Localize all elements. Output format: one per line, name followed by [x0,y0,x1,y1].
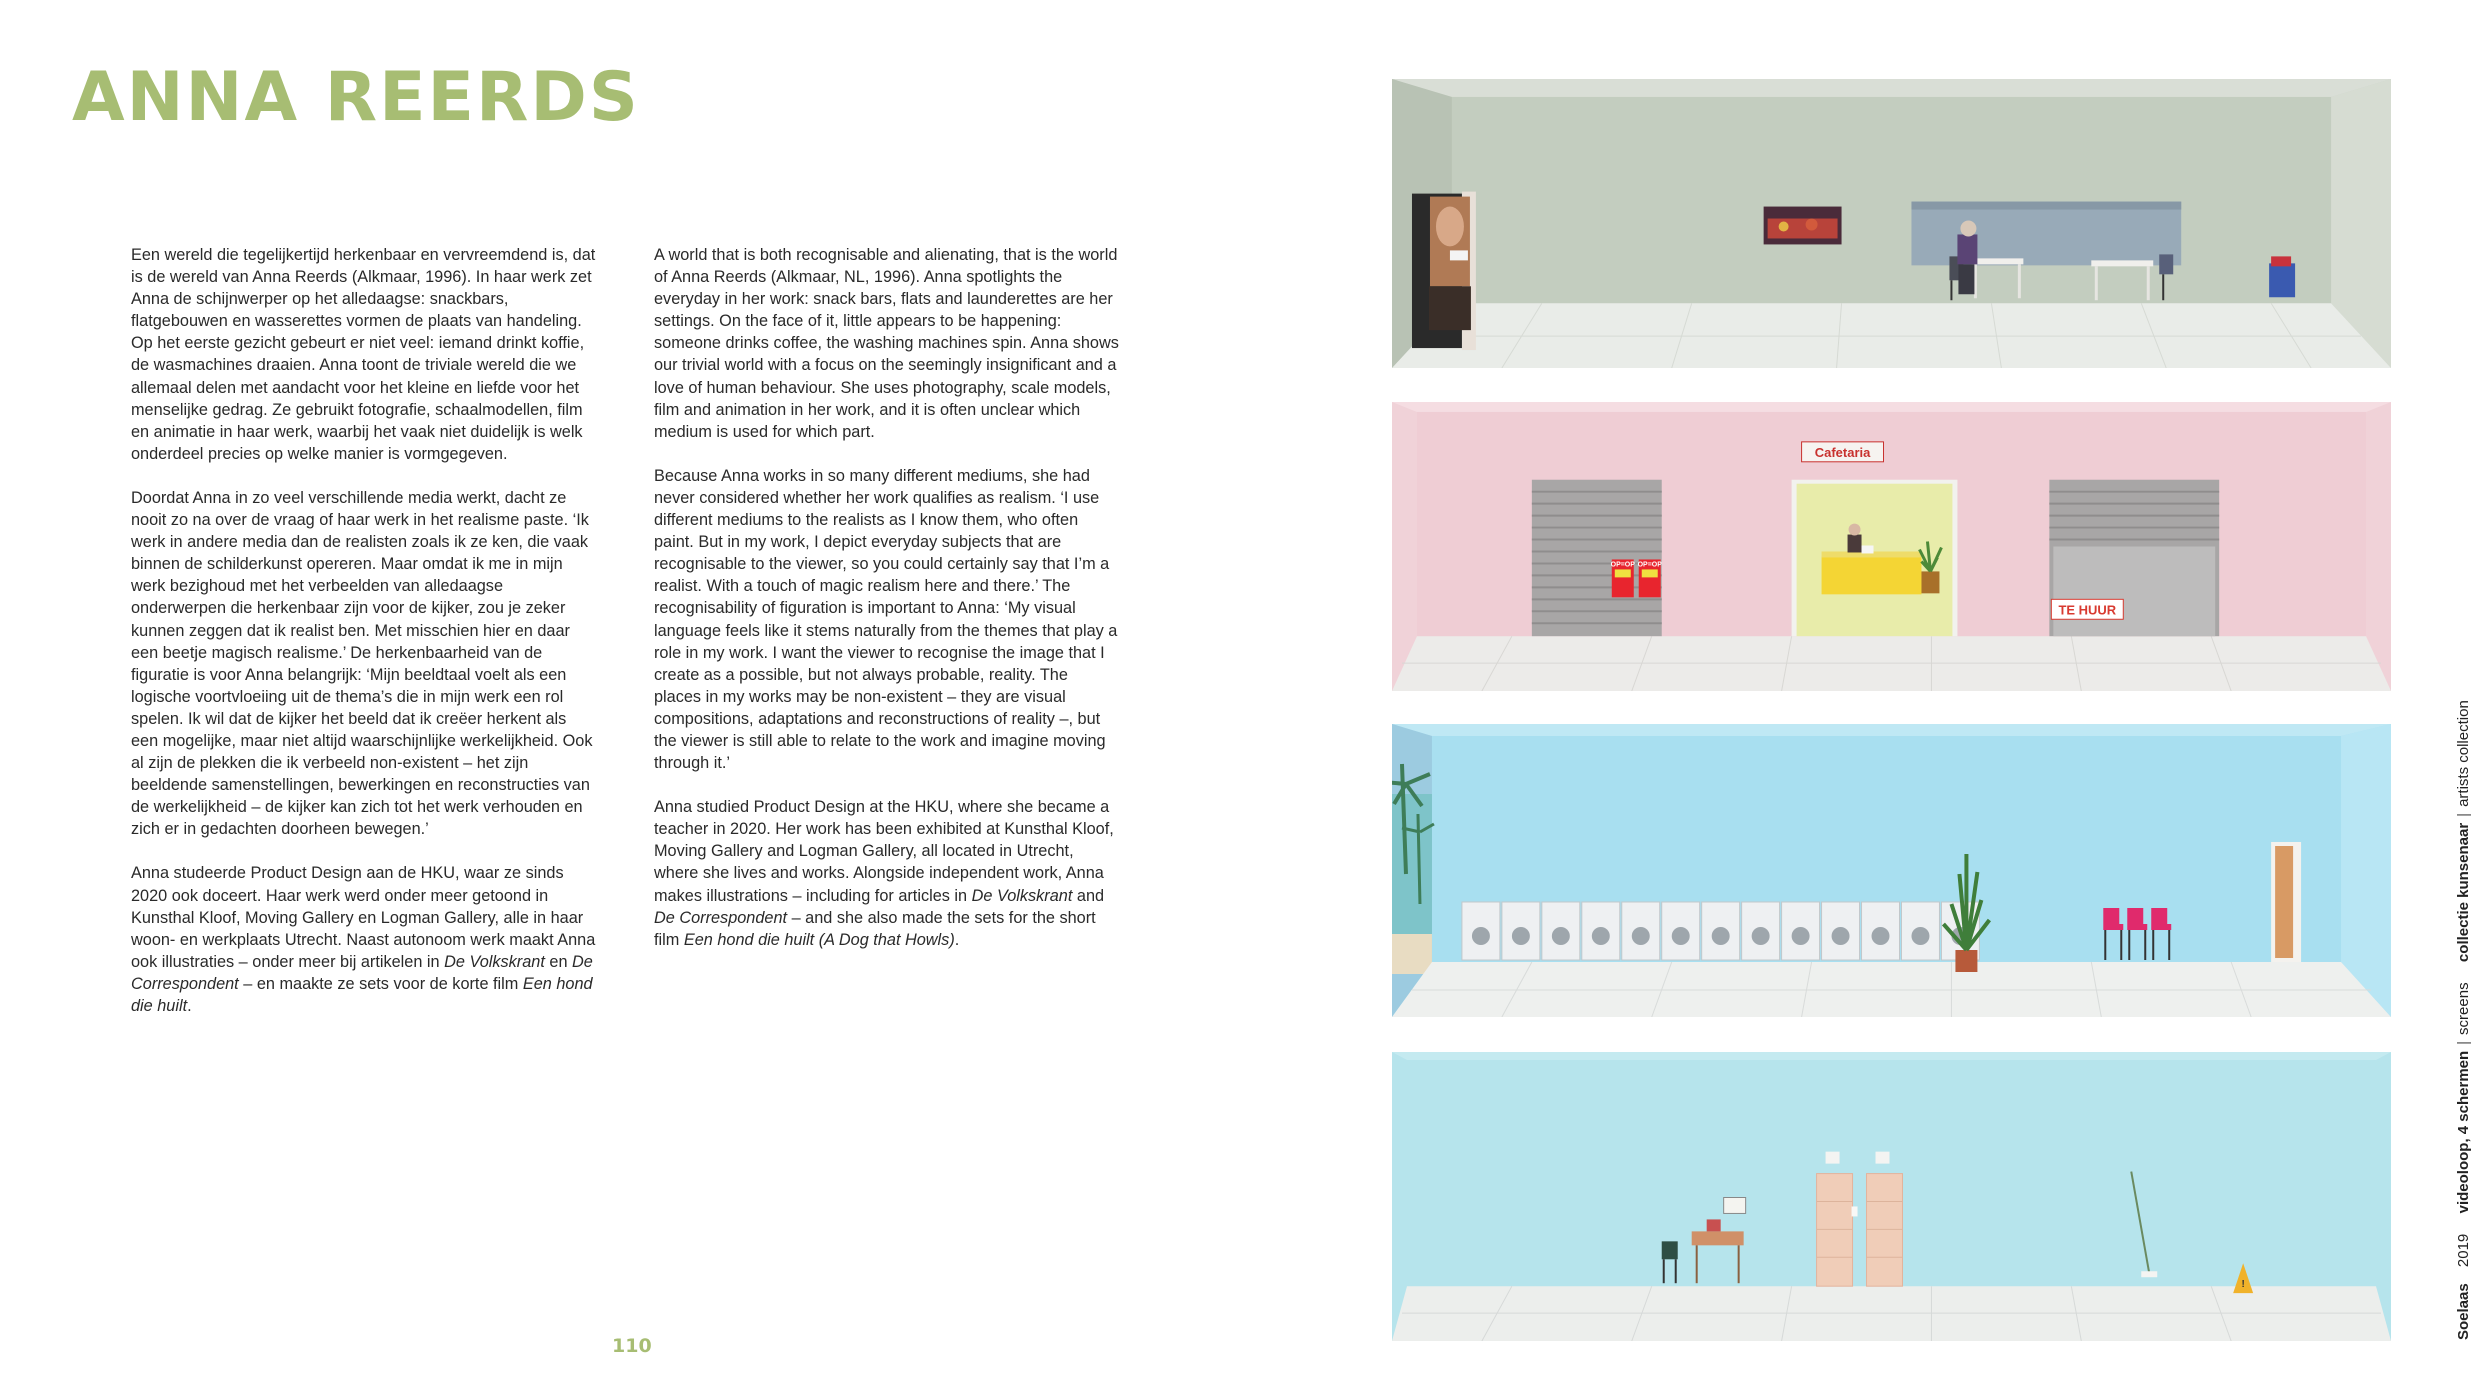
text-run: Anna studied Product Design at the HKU, where she became a teacher in 2020. Her work has been exhibited at Kunsthal Kloof, Moving Gallery and Logman Gallery, all located in Utrecht, where she lives and works. Alongside independent work, Anna makes illustrations – including for articles in [654,798,1114,905]
text-run: – en maakte ze sets voor de korte film [238,974,523,993]
launderette-illustration [1392,724,2391,1017]
artwork-photo-toilets [1392,1052,2391,1341]
text-run: . [954,930,960,949]
text-run: . [187,997,192,1015]
text-run: – and she also made the sets for the short film [654,908,1096,949]
separator: | [2455,1040,2472,1045]
publication-name: Soelaas [2455,1283,2472,1340]
text-run: en [544,952,573,971]
english-paragraph-2: Because Anna works in so many different mediums, she had never considered whether her work qualifies as realism. ‘I use different mediums to the realists as I know them, who often paint. But in my work, I depict everyday subjects that are recognisable to the viewer, so you could certainly say that I’m a realist. With a touch of magic realism here and there.’ The recognisability of figuration is important to Anna: ‘My visual language feels like it stems naturally from the themes that play a role in my work. I want the viewer to recognise the image that I create as a possible, but not always probable, reality. The places in my works may be non-existent – they are visual compositions, adaptations and reconstructions of reality –, but the viewer is still able to relate to the work and imagine moving through it.’ [654,466,1118,773]
dutch-paragraph-3 [131,862,596,1017]
english-paragraph-1: A world that is both recognisable and alienating, that is the world of Anna Reerds (Alkmaar, NL, 1996). Anna spotlights the everyday in her work: snack bars, flats and launderettes are her settings. On the face of it, little appears to be happening: someone drinks coffee, the washing machines spin. Anna shows our trivial world with a focus on the seemingly insignificant and a love of human behaviour. She uses photography, scale models, film and animation in her work, and it is often unclear which medium is used for which part. [654,246,1119,441]
separator [2455,1273,2472,1277]
cafetaria-sign: Cafetaria [1814,444,1871,460]
cafetaria-illustration [1392,402,2391,691]
dutch-text-column [131,244,596,1039]
italic-title: De Volkskrant [444,952,545,971]
separator [2455,968,2472,976]
sale-poster-text: OP=OP [1637,561,1662,569]
italic-title: De Correspondent [654,908,788,927]
work-medium-en: screens [2455,982,2472,1035]
artwork-photo-cafetaria [1392,402,2391,691]
english-text-column [654,244,1119,973]
text-run: Anna studeerde Product Design aan de HKU, waar ze sinds 2020 ook doceert. Haar werk werd onder meer getoond in Kunsthal Kloof, Moving Gallery en Logman Gallery, alle in haar woon- en werkplaats Utrecht. Naast autonoom werk maakt Anna ook illustraties – onder meer bij artikelen in [131,864,596,971]
page-number: 110 [612,1335,652,1357]
italic-title: De Volkskrant [971,886,1073,905]
warning-icon: ! [2241,1279,2245,1291]
page-title: ANNA REERDS [72,58,640,137]
text-run: and [1072,886,1105,905]
italic-title: De Correspondent [131,952,593,993]
toilets-illustration [1392,1052,2391,1341]
sale-poster-text: OP=OP [1610,561,1635,569]
cafe-room-illustration [1392,79,2391,368]
work-medium: videoloop, 4 schermen [2455,1050,2472,1214]
separator [2455,1219,2472,1227]
italic-title: Een hond die huilt [131,974,593,1015]
artwork-photo-launderette [1392,724,2391,1017]
publication-year: 2019 [2455,1233,2472,1268]
separator: | [2455,812,2472,817]
dutch-paragraph-1: Een wereld die tegelijkertijd herkenbaar en vervreemdend is, dat is de wereld van Anna Reerds (Alkmaar, 1996). In haar werk zet Anna de schijnwerper op het alledaagse: snackbars, flatgebouwen en wasserettes vormen de plaats van handeling. Op het eerste gezicht gebeurt er niet veel: iemand drinkt koffie, de wasmachines draaien. Anna toont de triviale wereld die we allemaal delen met aandacht voor het kleine en liefde voor het menselijke gedrag. Ze gebruikt fotografie, schaalmodellen, film en animatie in haar werk, waarbij het vaak niet duidelijk is welk onderdeel precies op welke manier is vormgegeven. [131,246,596,463]
spine-caption [2455,700,2472,1340]
collection-en: artists collection [2455,700,2472,807]
dutch-paragraph-2: Doordat Anna in zo veel verschillende media werkt, dacht ze nooit zo na over de vraag of haar werk in het realisme paste. ‘Ik werk in andere media dan de realisten zoals ik ze ken, die vaak binnen de schilderkunst opereren. Maar omdat ik me in mijn werk bezighoud met het verbeelden van alledaagse onderwerpen die herkenbaar zijn voor de kijker, zou je zeker kunnen zeggen dat ik realist ben. Met misschien hier en daar een beetje magisch realisme.’ De herkenbaarheid van de figuratie is voor Anna belangrijk: ‘Mijn beeldtaal voelt als een logische voortvloeiing uit de thema’s die in mijn werk een rol spelen. Ik wil dat de kijker het beeld dat ik creëer herkent als een mogelijke, maar niet altijd waarschijnlijke werkelijkheid. Ook al zijn de plekken die ik verbeeld non-existent – het zijn beeldende samenstellingen, bewerkingen en reconstructies van de werkelijkheid – de kijker kan zich tot het werk verhouden en zich er in gedachten doorheen bewegen.’ [131,488,593,839]
italic-title: Een hond die huilt (A Dog that Howls) [683,930,955,949]
te-huur-sign: TE HUUR [2058,602,2117,618]
artwork-photo-cafe-room [1392,79,2391,368]
english-paragraph-3 [654,796,1119,951]
collection: collectie kunsenaar [2455,822,2472,963]
